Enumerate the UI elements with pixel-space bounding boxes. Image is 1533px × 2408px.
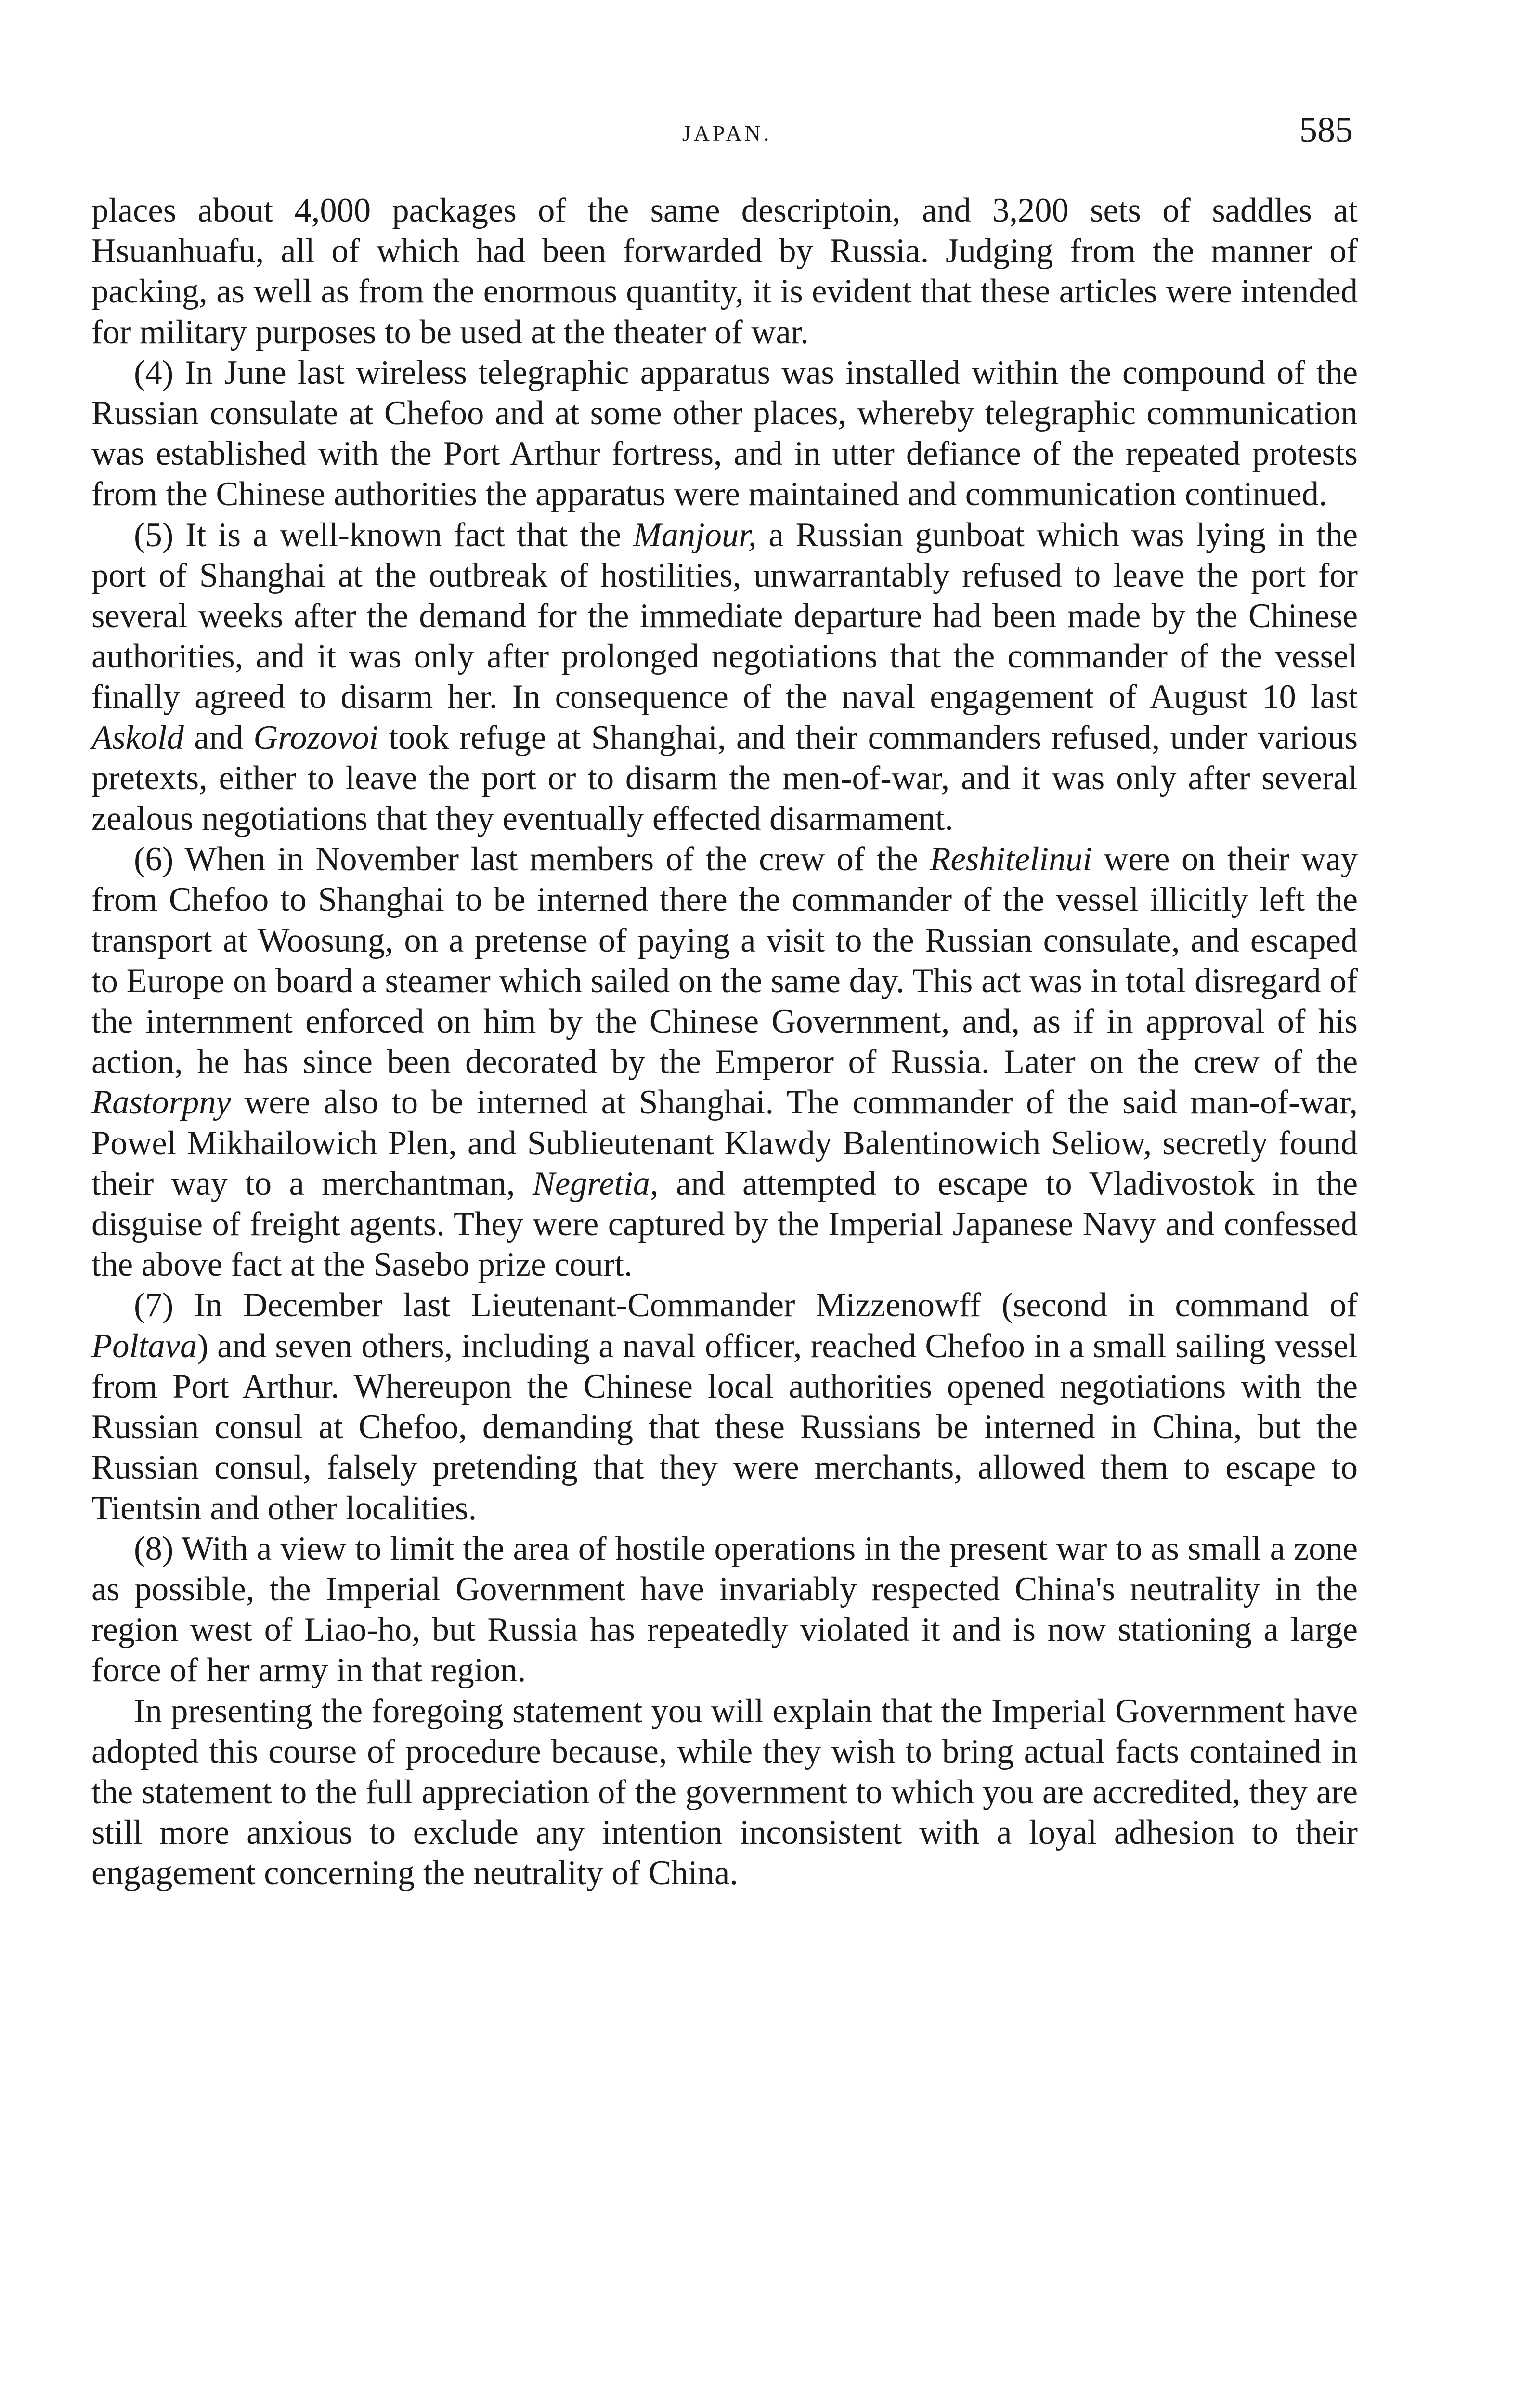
body-text: [91, 190, 1358, 1894]
text-span: and attempted to escape to Vladivostok in the disguise of freight agents. They were captured by the Imperial Japanese Navy and confessed the above fact at the Sasebo prize court.: [91, 1165, 1358, 1284]
text-span: (6) When in November last members of the crew of the: [134, 840, 930, 878]
ship-name: Reshitelinui: [930, 840, 1092, 878]
paragraph-closing: [91, 1691, 1358, 1894]
text-span: were on their way from Chefoo to Shanghai to be interned there the commander of the vessel illicitly left the transport at Woosung, on a pretense of paying a visit to the Russian consulate, and escaped to Europe on board a steamer which sailed on the same day. This act was in total disregard of the internment enforced on him by the Chinese Government, and, as if in approval of his action, he has since been decorated by the Emperor of Russia. Later on the crew of the: [91, 840, 1358, 1081]
paragraph-item-7: [91, 1285, 1358, 1528]
text-span: In presenting the foregoing statement you will explain that the Imperial Government have adopted this course of procedure because, while they wish to bring actual facts contained in the statement to the full appreciation of the government to which you are accredited, they are still more anxious to exclude any intention inconsistent with a loyal adhesion to their engagement concerning the neutrality of China.: [91, 1692, 1358, 1892]
paragraph-item-4: [91, 353, 1358, 515]
text-span: (4) In June last wireless telegraphic apparatus was installed within the compound of the Russian consulate at Chefoo and at some other places, whereby telegraphic communication was established with the Port Arthur fortress, and in utter defiance of the repeated protests from the Chinese authorities the apparatus were maintained and communication continued.: [91, 353, 1358, 513]
text-span: (8) With a view to limit the area of hostile operations in the present war to as small a zone as possible, the Imperial Government have invariably respected China's neutrality in the region west of Liao-ho, but Russia has repeatedly violated it and is now stationing a large force of her army in that region.: [91, 1530, 1358, 1689]
ship-name: Negretia,: [532, 1165, 659, 1203]
text-span: ) and seven others, including a naval officer, reached Chefoo in a small sailing vessel from Port Arthur. Whereupon the Chinese local authorities opened negotiations with the Russian consul at Chefoo, demanding that these Russians be interned in China, but the Russian consul, falsely pretending that they were merchants, allowed them to escape to Tientsin and other localities.: [91, 1327, 1358, 1527]
ship-name: Manjour,: [633, 516, 757, 554]
text-span: (5) It is a well-known fact that the: [134, 516, 633, 554]
paragraph-item-8: [91, 1529, 1358, 1691]
ship-name: Rastorpny: [91, 1084, 231, 1122]
page-number: 585: [1299, 110, 1353, 150]
text-span: a Russian gunboat which was lying in the port of Shanghai at the outbreak of hostilities, unwarrantably refused to leave the port for several weeks after the demand for the immediate departure had been made by the Chinese authorities, and it was only after prolonged negotiations that the commander of the vessel finally agreed to disarm her. In consequence of the naval engagement of August 10 last: [91, 516, 1358, 716]
text-span: (7) In December last Lieutenant-Commander Mizzenowff (second in command of: [134, 1286, 1358, 1324]
ship-name: Askold: [91, 719, 184, 757]
running-head: [91, 106, 1363, 149]
text-span: were also to be interned at Shanghai. The commander of the said man-of-war, Powel Mikhailowich Plen, and Sublieutenant Klawdy Balentinowich Seliow, secretly found their way to a merchantman,: [91, 1084, 1358, 1203]
text-span: places about 4,000 packages of the same descriptoin, and 3,200 sets of saddles at Hsuanhuafu, all of which had been forwarded by Russia. Judging from the manner of packing, as well as from the enormous quantity, it is evident that these articles were intended for military purposes to be used at the theater of war.: [91, 192, 1358, 351]
ship-name: Grozovoi: [253, 719, 379, 757]
text-span: and: [183, 719, 254, 757]
paragraph-item-5: [91, 515, 1358, 839]
running-title: JAPAN.: [682, 121, 772, 145]
paragraph-item-6: [91, 839, 1358, 1285]
paragraph-continued: [91, 190, 1358, 353]
text-span: took refuge at Shanghai, and their commanders refused, under various pretexts, either to leave the port or to disarm the men-of-war, and it was only after several zealous negotiations that they eventually effected disarmament.: [91, 719, 1358, 838]
ship-name: Poltava: [91, 1327, 197, 1365]
